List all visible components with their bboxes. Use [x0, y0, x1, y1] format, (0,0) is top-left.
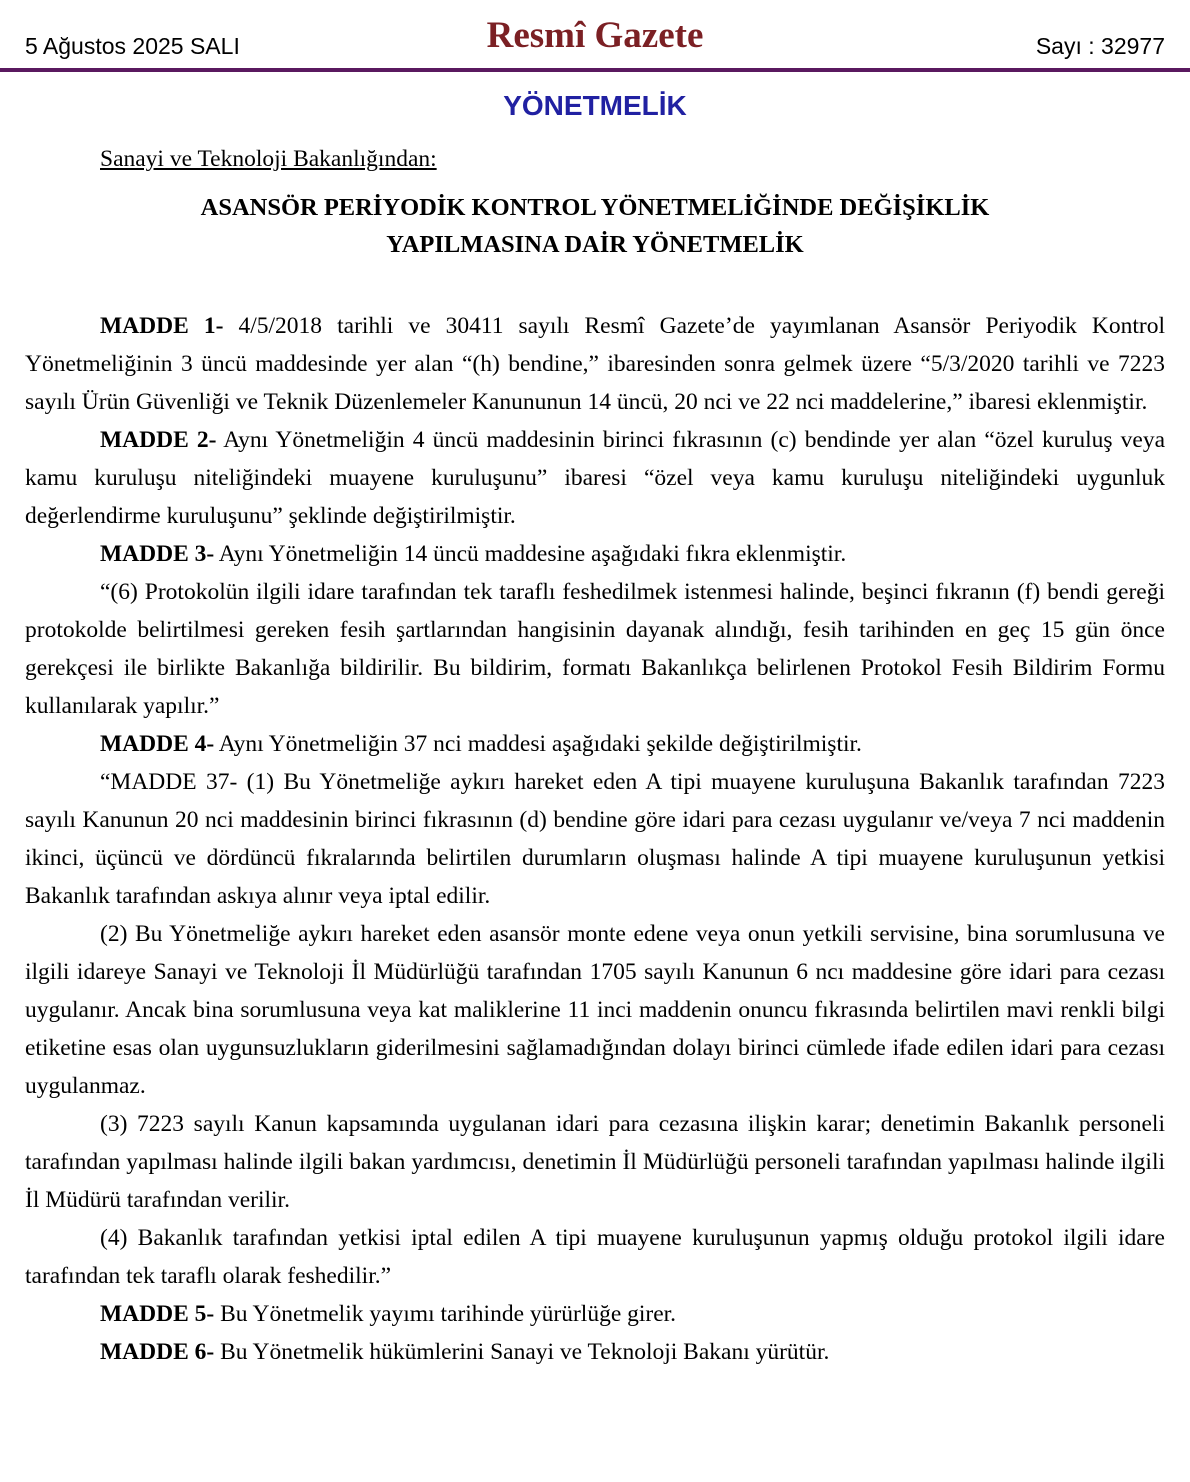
- article-text: (3) 7223 sayılı Kanun kapsamında uygulanan idari para cezasına ilişkin karar; denetimin Bakanlık personeli tarafından yapılması halinde ilgili bakan yardımcısı, denetimin İl Müdürlüğü personeli tarafından yapılması halinde ilgili İl Müdürü tarafından verilir.: [25, 1111, 1165, 1213]
- article-paragraph-madde3: [25, 535, 1165, 573]
- article-text: (4) Bakanlık tarafından yetkisi iptal edilen A tipi muayene kuruluşunun yapmış olduğu protokol ilgili idare tarafından tek taraflı olarak feshedilir.”: [25, 1225, 1165, 1289]
- article-text: “(6) Protokolün ilgili idare tarafından tek taraflı feshedilmek istenmesi halinde, beşinci fıkranın (f) bendi gereği protokolde belirtilmesi gereken fesih şartlarından hangisinin dayanak alındığı, fesih tarihinden en geç 15 gün önce gerekçesi ile birlikte Bakanlığa bildirilir. Bu bildirim, formatı Bakanlıkça belirlenen Protokol Fesih Bildirim Formu kullanılarak yapılır.”: [25, 579, 1165, 719]
- article-paragraph-madde1: [25, 307, 1165, 421]
- ministry-line: Sanayi ve Teknoloji Bakanlığından:: [100, 146, 437, 172]
- article-text: Bu Yönetmelik hükümlerini Sanayi ve Teknoloji Bakanı yürütür.: [214, 1339, 830, 1365]
- article-paragraph-madde37-f3: [25, 1105, 1165, 1219]
- article-text: 4/5/2018 tarihli ve 30411 sayılı Resmî Gazete’de yayımlanan Asansör Periyodik Kontrol Yönetmeliğinin 3 üncü maddesinde yer alan “(h) bendine,” ibaresinden sonra gelmek üzere “5/3/2020 tarihli ve 7223 sayılı Ürün Güvenliği ve Teknik Düzenlemeler Kanununun 14 üncü, 20 nci ve 22 nci maddelerine,” ibaresi eklenmiştir.: [25, 313, 1165, 415]
- article-paragraph-madde5: [25, 1295, 1165, 1333]
- issue-number: Sayı : 32977: [1035, 33, 1165, 59]
- article-paragraph-madde4: [25, 725, 1165, 763]
- article-paragraph-madde37-f1: [25, 763, 1165, 915]
- regulation-title-line2: YAPILMASINA DAİR YÖNETMELİK: [386, 231, 804, 258]
- regulation-title-line1: ASANSÖR PERİYODİK KONTROL YÖNETMELİĞİNDE DEĞİŞİKLİK: [200, 194, 990, 221]
- article-text: Aynı Yönetmeliğin 4 üncü maddesinin birinci fıkrasının (c) bendinde yer alan “özel kuruluş veya kamu kuruluşu niteliğindeki muayene kuruluşunu” ibaresi “özel veya kamu kuruluşu niteliğindeki uygunluk değerlendirme kuruluşunu” şeklinde değiştirilmiştir.: [25, 427, 1165, 529]
- header-divider: [0, 68, 1190, 72]
- article-text: Aynı Yönetmeliğin 14 üncü maddesine aşağıdaki fıkra eklenmiştir.: [214, 541, 847, 567]
- article-text: (2) Bu Yönetmeliğe aykırı hareket eden asansör monte edene veya onun yetkili servisine, bina sorumlusuna ve ilgili idareye Sanayi ve Teknoloji İl Müdürlüğü tarafından 1705 sayılı Kanunun 6 ncı maddesine göre idari para cezası uygulanır. Ancak bina sorumlusuna veya kat maliklerine 11 inci maddenin onuncu fıkrasında belirtilen mavi renkli bilgi etiketine esas olan uygunsuzlukların giderilmesini sağlamadığından dolayı birinci cümlede ifade edilen idari para cezası uygulanmaz.: [25, 921, 1165, 1099]
- article-paragraph-madde6: [25, 1333, 1165, 1371]
- article-text: Bu Yönetmelik yayımı tarihinde yürürlüğe girer.: [214, 1301, 677, 1327]
- regulation-title: [0, 189, 1190, 263]
- article-paragraph-madde37-f4: [25, 1219, 1165, 1295]
- article-label: MADDE 3-: [100, 541, 215, 567]
- article-label: MADDE 6-: [100, 1339, 215, 1365]
- article-label: MADDE 5-: [100, 1301, 215, 1327]
- gazette-masthead: [0, 0, 1190, 66]
- article-paragraph-madde2: [25, 421, 1165, 535]
- article-text: “MADDE 37- (1) Bu Yönetmeliğe aykırı hareket eden A tipi muayene kuruluşuna Bakanlık tarafından 7223 sayılı Kanunun 20 nci maddesinin birinci fıkrasının (d) bendine göre idari para cezası uygulanır ve/veya 7 nci maddenin ikinci, üçüncü ve dördüncü fıkralarında belirtilen durumların oluşması halinde A tipi muayene kuruluşunun yetkisi Bakanlık tarafından askıya alınır veya iptal edilir.: [25, 769, 1165, 909]
- regulation-body: [25, 307, 1165, 1371]
- section-heading: YÖNETMELİK: [503, 90, 687, 121]
- gazette-title: Resmî Gazete: [486, 15, 704, 56]
- article-paragraph-fikra6: [25, 573, 1165, 725]
- article-label: MADDE 2-: [100, 427, 217, 453]
- article-paragraph-madde37-f2: [25, 915, 1165, 1105]
- article-label: MADDE 4-: [100, 731, 215, 757]
- issue-date: 5 Ağustos 2025 SALI: [25, 33, 240, 59]
- article-text: Aynı Yönetmeliğin 37 nci maddesi aşağıdaki şekilde değiştirilmiştir.: [214, 731, 862, 757]
- article-label: MADDE 1-: [100, 313, 224, 339]
